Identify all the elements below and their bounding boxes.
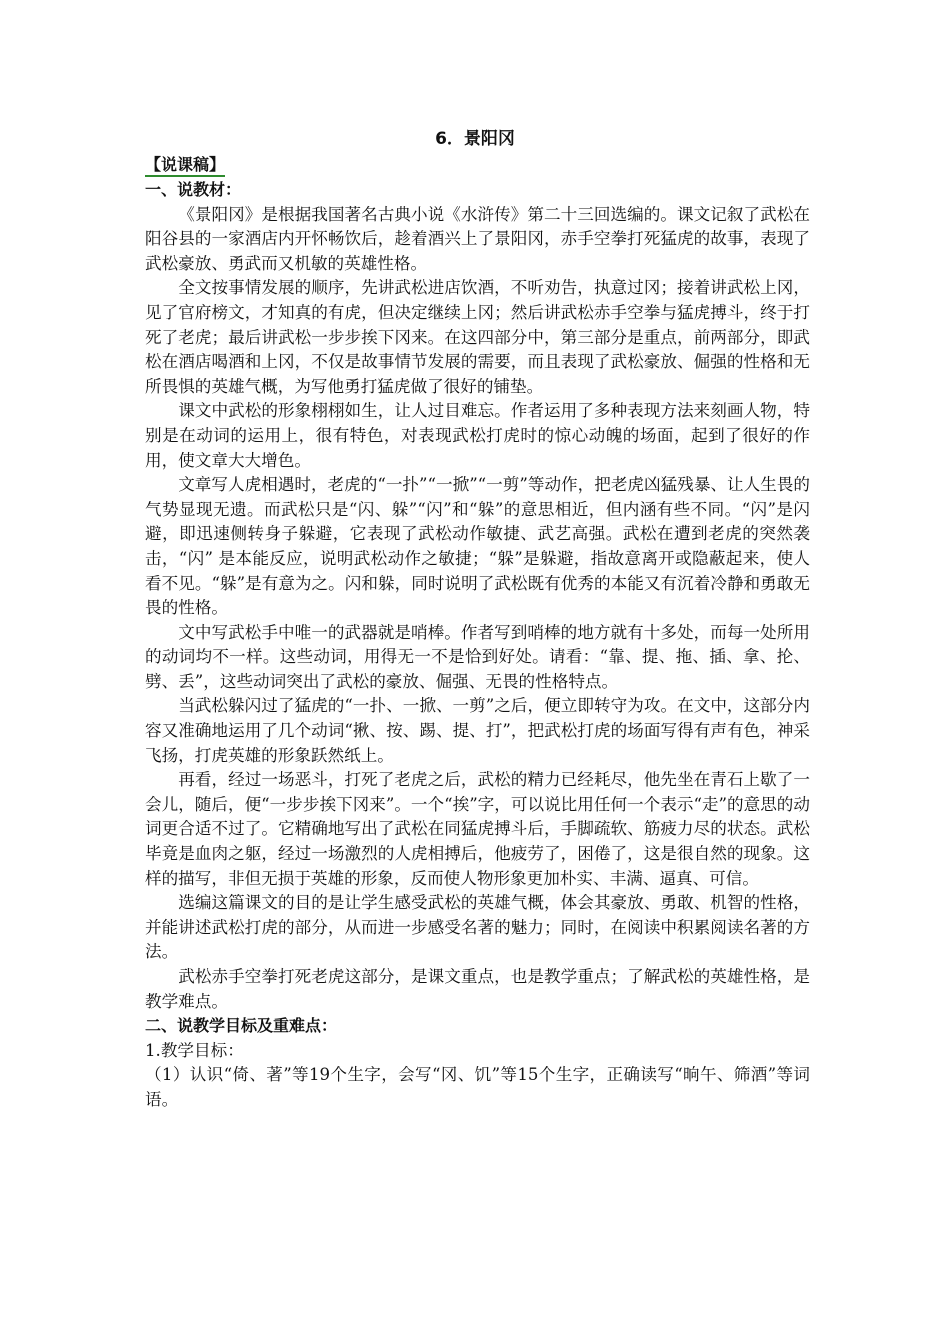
subheading-teaching-goals: 1.教学目标： bbox=[145, 1040, 244, 1060]
paragraph: 再看，经过一场恶斗，打死了老虎之后，武松的精力已经耗尽，他先坐在青石上歇了一会儿，随后，便“一步步挨下冈来”。一个“挨”字，可以说比用任何一个表示“走”的意思的动词更合适不过了。它精确地写出了武松在同猛虎搏斗后，手脚疏软、筋疲力尽的状态。武松毕竟是血肉之躯，经过一场激烈的人虎相搏后，他疲劳了，困倦了，这是很自然的现象。这样的描写，非但无损于英雄的形象，反而使人物形象更加朴实、丰满、逼真、可信。 bbox=[145, 770, 810, 888]
paragraph: 课文中武松的形象栩栩如生，让人过目难忘。作者运用了多种表现方法来刻画人物，特别是在动词的运用上，很有特色，对表现武松打虎时的惊心动魄的场面，起到了很好的作用，使文章大大增色。 bbox=[145, 401, 810, 470]
section-heading-teaching-goals: 二、说教学目标及重难点： bbox=[145, 1016, 338, 1036]
paragraph: 文章写人虎相遇时，老虎的“一扑”“一掀”“一剪”等动作，把老虎凶猛残暴、让人生畏的气势显现无遗。而武松只是“闪、躲”“闪”和“躲”的意思相近，但内涵有些不同。“闪”是闪避，即迅速侧转身子躲避，它表现了武松动作敏捷、武艺高强。武松在遭到老虎的突然袭击，“闪” 是本能反应，说明武松动作之敏捷；“躲”是躲避，指故意离开或隐蔽起来，使人看不见。“躲”是有意为之。闪和躲，同时说明了武松既有优秀的本能又有沉着冷静和勇敢无畏的性格。 bbox=[145, 475, 810, 618]
lecture-label bbox=[145, 153, 810, 178]
document-title: 6．景阳冈 bbox=[435, 129, 515, 149]
lecture-label-text: 【说课稿】 bbox=[145, 154, 225, 177]
paragraph: 选编这篇课文的目的是让学生感受武松的英雄气概，体会其豪放、勇敢、机智的性格，并能讲述武松打虎的部分，从而进一步感受名著的魅力；同时，在阅读中积累阅读名著的方法。 bbox=[145, 893, 810, 962]
section-heading-teaching-material: 一、说教材： bbox=[145, 180, 242, 199]
paragraph: 《景阳冈》是根据我国著名古典小说《水浒传》第二十三回选编的。课文记叙了武松在阳谷县的一家酒店内开怀畅饮后，趁着酒兴上了景阳冈，赤手空拳打死猛虎的故事，表现了武松豪放、勇武而又机敏的英雄性格。 bbox=[145, 204, 810, 273]
goal-item-1: （1）认识“倚、著”等19个生字，会写“冈、饥”等15个生字，正确读写“晌午、筛酒”等词语。 bbox=[145, 1065, 810, 1109]
paragraph: 全文按事情发展的顺序，先讲武松进店饮酒，不听劝告，执意过冈；接着讲武松上冈，见了官府榜文，才知真的有虎，但决定继续上冈；然后讲武松赤手空拳与猛虎搏斗，终于打死了老虎；最后讲武松一步步挨下冈来。在这四部分中，第三部分是重点，前两部分，即武松在酒店喝酒和上冈，不仅是故事情节发展的需要，而且表现了武松豪放、倔强的性格和无所畏惧的英雄气概，为写他勇打猛虎做了很好的铺垫。 bbox=[145, 278, 810, 396]
paragraph: 当武松躲闪过了猛虎的“一扑、一掀、一剪”之后，便立即转守为攻。在文中，这部分内容又准确地运用了几个动词“揪、按、踢、提、打”，把武松打虎的场面写得有声有色，神采飞扬，打虎英雄的形象跃然纸上。 bbox=[145, 696, 810, 765]
paragraph: 文中写武松手中唯一的武器就是哨棒。作者写到哨棒的地方就有十多处，而每一处所用的动词均不一样。这些动词，用得无一不是恰到好处。请看：“靠、提、拖、插、拿、抡、劈、丢”，这些动词突出了武松的豪放、倔强、无畏的性格特点。 bbox=[145, 622, 810, 691]
document-body bbox=[145, 153, 810, 1113]
paragraph: 武松赤手空拳打死老虎这部分，是课文重点，也是教学重点；了解武松的英雄性格，是教学难点。 bbox=[145, 967, 810, 1011]
